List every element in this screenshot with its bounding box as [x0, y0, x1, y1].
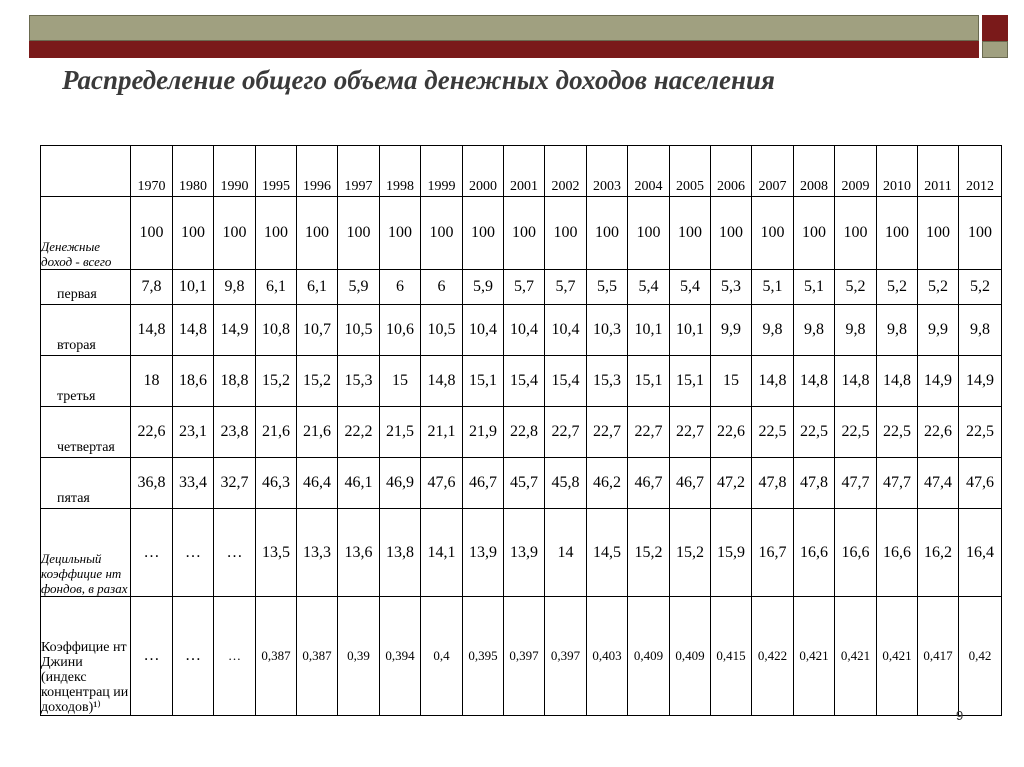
- cell: 5,3: [711, 270, 752, 305]
- row-total-income: [41, 197, 1002, 270]
- cell: 22,5: [752, 407, 794, 458]
- cell: 9,8: [877, 305, 918, 356]
- cell: 10,6: [380, 305, 421, 356]
- header-bar-top: [29, 15, 979, 41]
- cell: 13,6: [338, 509, 380, 597]
- year-header: 2006: [711, 146, 752, 197]
- cell: 46,1: [338, 458, 380, 509]
- cell: 0,421: [877, 597, 918, 716]
- cell: 22,7: [545, 407, 587, 458]
- cell: 47,6: [959, 458, 1002, 509]
- cell: 100: [628, 197, 670, 270]
- cell: …: [214, 597, 256, 716]
- cell: 9,8: [835, 305, 877, 356]
- cell: 22,5: [835, 407, 877, 458]
- row-quintile-5: [41, 458, 1002, 509]
- cell: 15,4: [504, 356, 545, 407]
- cell: 15,1: [628, 356, 670, 407]
- cell: 14,5: [587, 509, 628, 597]
- cell: 100: [545, 197, 587, 270]
- cell: 0,403: [587, 597, 628, 716]
- year-header: 2002: [545, 146, 587, 197]
- cell: 0,42: [959, 597, 1002, 716]
- year-header: 1998: [380, 146, 421, 197]
- cell: 45,7: [504, 458, 545, 509]
- cell: 22,7: [587, 407, 628, 458]
- cell: 47,6: [421, 458, 463, 509]
- cell: 9,8: [752, 305, 794, 356]
- year-header: 2001: [504, 146, 545, 197]
- header-bar-bottom: [29, 41, 979, 58]
- cell: 0,421: [794, 597, 835, 716]
- cell: 14,8: [752, 356, 794, 407]
- cell: 18,6: [173, 356, 214, 407]
- cell: 15,2: [628, 509, 670, 597]
- row-label: Децильный коэффицие нт фондов, в разах: [41, 509, 131, 597]
- cell: 23,8: [214, 407, 256, 458]
- cell: 0,409: [670, 597, 711, 716]
- year-header: 1970: [131, 146, 173, 197]
- cell: 100: [711, 197, 752, 270]
- year-header: 2003: [587, 146, 628, 197]
- cell: 13,9: [504, 509, 545, 597]
- cell: 22,5: [959, 407, 1002, 458]
- cell: 100: [752, 197, 794, 270]
- cell: 16,4: [959, 509, 1002, 597]
- cell: 21,5: [380, 407, 421, 458]
- cell: 5,9: [338, 270, 380, 305]
- header-row: [41, 146, 1002, 197]
- corner-cell: [41, 146, 131, 197]
- cell: 23,1: [173, 407, 214, 458]
- cell: …: [214, 509, 256, 597]
- row-gini-coefficient: [41, 597, 1002, 716]
- income-distribution-table: [40, 145, 1002, 716]
- cell: 46,7: [463, 458, 504, 509]
- cell: 6: [380, 270, 421, 305]
- cell: 15,4: [545, 356, 587, 407]
- cell: 100: [256, 197, 297, 270]
- row-label: третья: [41, 356, 131, 407]
- cell: 5,4: [628, 270, 670, 305]
- cell: 15,3: [587, 356, 628, 407]
- cell: 5,2: [918, 270, 959, 305]
- cell: 47,7: [877, 458, 918, 509]
- cell: 21,9: [463, 407, 504, 458]
- cell: 5,9: [463, 270, 504, 305]
- cell: 22,6: [918, 407, 959, 458]
- cell: 15,2: [256, 356, 297, 407]
- cell: 33,4: [173, 458, 214, 509]
- row-label: вторая: [41, 305, 131, 356]
- year-header: 2012: [959, 146, 1002, 197]
- cell: 47,4: [918, 458, 959, 509]
- cell: 10,8: [256, 305, 297, 356]
- cell: 21,6: [256, 407, 297, 458]
- cell: 47,8: [794, 458, 835, 509]
- cell: 10,7: [297, 305, 338, 356]
- cell: 100: [959, 197, 1002, 270]
- year-header: 1995: [256, 146, 297, 197]
- cell: 0,397: [504, 597, 545, 716]
- cell: 14,8: [421, 356, 463, 407]
- cell: 100: [463, 197, 504, 270]
- cell: 16,6: [794, 509, 835, 597]
- cell: 14: [545, 509, 587, 597]
- year-header: 2004: [628, 146, 670, 197]
- year-header: 2000: [463, 146, 504, 197]
- year-header: 1996: [297, 146, 338, 197]
- cell: 0,422: [752, 597, 794, 716]
- year-header: 2008: [794, 146, 835, 197]
- cell: 15,2: [670, 509, 711, 597]
- cell: 46,4: [297, 458, 338, 509]
- cell: …: [131, 509, 173, 597]
- corner-square-bottom: [982, 41, 1008, 58]
- row-label: четвертая: [41, 407, 131, 458]
- cell: 0,395: [463, 597, 504, 716]
- cell: 13,9: [463, 509, 504, 597]
- cell: 47,7: [835, 458, 877, 509]
- slide-title: Распределение общего объема денежных доходов населения: [62, 65, 775, 95]
- cell: 47,8: [752, 458, 794, 509]
- cell: 22,6: [131, 407, 173, 458]
- cell: 0,387: [256, 597, 297, 716]
- cell: …: [173, 597, 214, 716]
- cell: 100: [794, 197, 835, 270]
- cell: 46,7: [670, 458, 711, 509]
- row-quintile-2: [41, 305, 1002, 356]
- cell: …: [131, 597, 173, 716]
- cell: 100: [877, 197, 918, 270]
- cell: 22,2: [338, 407, 380, 458]
- row-label: Коэффицие нт Джини (индекс концентрац ии доходов)¹⁾: [41, 597, 131, 716]
- cell: 18: [131, 356, 173, 407]
- cell: 22,7: [628, 407, 670, 458]
- cell: 5,1: [794, 270, 835, 305]
- cell: 100: [380, 197, 421, 270]
- slide-number: 9: [956, 708, 964, 723]
- cell: 100: [670, 197, 711, 270]
- cell: 16,6: [877, 509, 918, 597]
- year-header: 2011: [918, 146, 959, 197]
- cell: 0,421: [835, 597, 877, 716]
- cell: 47,2: [711, 458, 752, 509]
- cell: 22,5: [794, 407, 835, 458]
- cell: …: [173, 509, 214, 597]
- row-decile-ratio: [41, 509, 1002, 597]
- cell: 10,1: [670, 305, 711, 356]
- cell: 14,8: [877, 356, 918, 407]
- cell: 14,8: [173, 305, 214, 356]
- cell: 10,4: [463, 305, 504, 356]
- cell: 15: [380, 356, 421, 407]
- cell: 13,5: [256, 509, 297, 597]
- cell: 46,2: [587, 458, 628, 509]
- cell: 6,1: [297, 270, 338, 305]
- cell: 10,1: [628, 305, 670, 356]
- cell: 100: [131, 197, 173, 270]
- cell: 36,8: [131, 458, 173, 509]
- cell: 15,1: [670, 356, 711, 407]
- cell: 16,6: [835, 509, 877, 597]
- cell: 21,6: [297, 407, 338, 458]
- cell: 100: [338, 197, 380, 270]
- cell: 46,3: [256, 458, 297, 509]
- cell: 100: [297, 197, 338, 270]
- cell: 100: [918, 197, 959, 270]
- cell: 14,8: [131, 305, 173, 356]
- cell: 15,9: [711, 509, 752, 597]
- cell: 7,8: [131, 270, 173, 305]
- cell: 100: [504, 197, 545, 270]
- cell: 9,9: [918, 305, 959, 356]
- row-label: первая: [41, 270, 131, 305]
- year-header: 1999: [421, 146, 463, 197]
- cell: 0,394: [380, 597, 421, 716]
- cell: 5,2: [959, 270, 1002, 305]
- cell: 5,5: [587, 270, 628, 305]
- cell: 15: [711, 356, 752, 407]
- cell: 10,3: [587, 305, 628, 356]
- cell: 6: [421, 270, 463, 305]
- row-quintile-1: [41, 270, 1002, 305]
- cell: 45,8: [545, 458, 587, 509]
- cell: 100: [421, 197, 463, 270]
- corner-square-top: [982, 15, 1008, 41]
- cell: 16,7: [752, 509, 794, 597]
- cell: 5,4: [670, 270, 711, 305]
- year-header: 2010: [877, 146, 918, 197]
- cell: 0,4: [421, 597, 463, 716]
- cell: 15,2: [297, 356, 338, 407]
- cell: 9,8: [214, 270, 256, 305]
- cell: 15,1: [463, 356, 504, 407]
- cell: 9,8: [959, 305, 1002, 356]
- cell: 5,2: [835, 270, 877, 305]
- cell: 14,8: [794, 356, 835, 407]
- year-header: 1997: [338, 146, 380, 197]
- cell: 22,6: [711, 407, 752, 458]
- year-header: 1990: [214, 146, 256, 197]
- cell: 5,1: [752, 270, 794, 305]
- row-quintile-4: [41, 407, 1002, 458]
- cell: 0,409: [628, 597, 670, 716]
- cell: 14,1: [421, 509, 463, 597]
- cell: 14,8: [835, 356, 877, 407]
- cell: 100: [214, 197, 256, 270]
- cell: 14,9: [918, 356, 959, 407]
- cell: 16,2: [918, 509, 959, 597]
- cell: 13,3: [297, 509, 338, 597]
- year-header: 1980: [173, 146, 214, 197]
- cell: 100: [587, 197, 628, 270]
- cell: 0,417: [918, 597, 959, 716]
- cell: 6,1: [256, 270, 297, 305]
- cell: 10,1: [173, 270, 214, 305]
- cell: 5,2: [877, 270, 918, 305]
- cell: 18,8: [214, 356, 256, 407]
- cell: 22,7: [670, 407, 711, 458]
- cell: 5,7: [545, 270, 587, 305]
- cell: 22,8: [504, 407, 545, 458]
- cell: 100: [835, 197, 877, 270]
- cell: 10,5: [421, 305, 463, 356]
- cell: 0,415: [711, 597, 752, 716]
- cell: 10,4: [504, 305, 545, 356]
- cell: 0,39: [338, 597, 380, 716]
- cell: 0,387: [297, 597, 338, 716]
- cell: 46,9: [380, 458, 421, 509]
- cell: 46,7: [628, 458, 670, 509]
- cell: 15,3: [338, 356, 380, 407]
- year-header: 2007: [752, 146, 794, 197]
- cell: 10,5: [338, 305, 380, 356]
- row-label: Денежные доход - всего: [41, 197, 131, 270]
- cell: 0,397: [545, 597, 587, 716]
- cell: 5,7: [504, 270, 545, 305]
- cell: 10,4: [545, 305, 587, 356]
- row-label: пятая: [41, 458, 131, 509]
- cell: 32,7: [214, 458, 256, 509]
- cell: 21,1: [421, 407, 463, 458]
- cell: 9,8: [794, 305, 835, 356]
- year-header: 2009: [835, 146, 877, 197]
- cell: 22,5: [877, 407, 918, 458]
- cell: 14,9: [959, 356, 1002, 407]
- year-header: 2005: [670, 146, 711, 197]
- cell: 9,9: [711, 305, 752, 356]
- row-quintile-3: [41, 356, 1002, 407]
- cell: 100: [173, 197, 214, 270]
- cell: 14,9: [214, 305, 256, 356]
- cell: 13,8: [380, 509, 421, 597]
